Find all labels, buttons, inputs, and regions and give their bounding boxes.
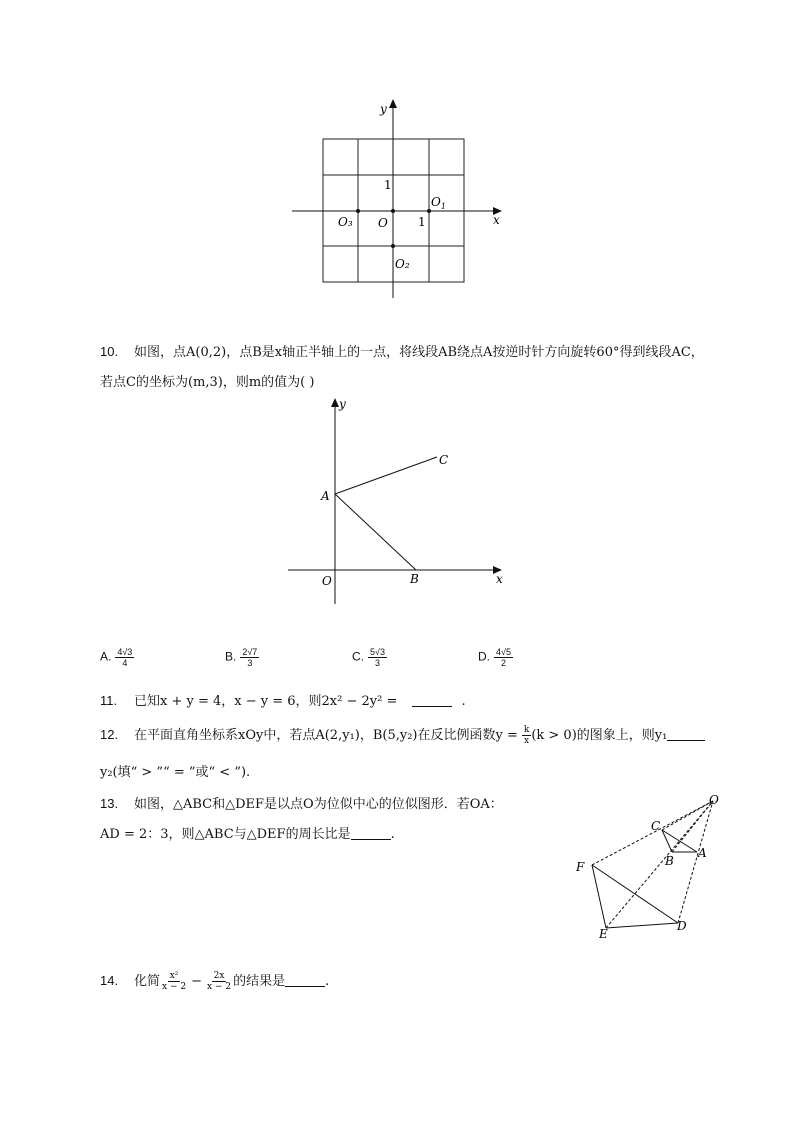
question-14: 14. 化简 $\frac{\text{x²}}{x - 2}$ − $\frac{2x}{x - 2}$ 的结果是 . bbox=[100, 971, 330, 992]
answer-blank[interactable] bbox=[412, 694, 452, 707]
question-number: 12. bbox=[100, 727, 119, 742]
label-O2: O₂ bbox=[395, 257, 410, 271]
question-12-line1 bbox=[100, 724, 705, 746]
label-B: B bbox=[410, 572, 419, 586]
fraction-2x-over-x-2: $\frac{2x}{x - 2}$ bbox=[207, 971, 232, 992]
question-11: 11. 已知x + y = 4，x − y = 6，则2x² − 2y² = . bbox=[100, 693, 466, 709]
label-x: x bbox=[496, 572, 503, 586]
label-O: O bbox=[378, 216, 388, 230]
question-11-text: 已知x + y = 4，x − y = 6，则2x² − 2y² = bbox=[134, 694, 398, 709]
question-13-text: 如图，△ABC和△DEF是以点O为位似中心的位似图形．若OA： bbox=[134, 797, 503, 812]
segment-AB bbox=[335, 494, 416, 570]
answer-blank[interactable] bbox=[351, 827, 391, 840]
label-A: A bbox=[698, 846, 707, 860]
point-O3 bbox=[356, 209, 360, 213]
label-B: B bbox=[665, 854, 674, 868]
question-12-text-a: 在平面直角坐标系xOy中，若点A(2,y₁)，B(5,y₂)在反比例函数y = bbox=[134, 728, 518, 743]
label-D: D bbox=[677, 919, 687, 933]
option-D[interactable]: D. $\frac{4√5}{2}$ bbox=[478, 647, 511, 668]
question-13-line2: AD = 2：3，则△ABC与△DEF的周长比是 . bbox=[100, 827, 395, 842]
label-x: x bbox=[493, 213, 500, 227]
question-13-line1 bbox=[100, 793, 503, 812]
label-O: O bbox=[322, 574, 332, 588]
label-O3: O₃ bbox=[338, 215, 353, 229]
question-10-text: 如图，点A(0,2)，点B是x轴正半轴上的一点，将线段AB绕点A按逆时针方向旋转60°得到线段AC， bbox=[134, 345, 704, 360]
question-10-line2 bbox=[100, 371, 314, 390]
label-O1: $O_1$ bbox=[431, 195, 446, 211]
question-10-text-2: 若点C的坐标为(m,3)，则m的值为( ) bbox=[100, 375, 315, 390]
point-O2 bbox=[391, 244, 395, 248]
label-1-right: 1 bbox=[418, 215, 426, 229]
label-O: O bbox=[709, 793, 719, 807]
question-number: 14. bbox=[100, 973, 119, 988]
label-F: F bbox=[576, 860, 585, 874]
label-C: C bbox=[439, 453, 449, 467]
point-O bbox=[391, 209, 395, 213]
grid-figure bbox=[280, 95, 520, 305]
label-C: C bbox=[651, 819, 661, 833]
question-12-line2 bbox=[100, 761, 250, 780]
question-14-text-b: 的结果是 bbox=[233, 974, 286, 989]
answer-blank[interactable] bbox=[285, 974, 325, 987]
fraction-k-over-x: $\frac{k}{x}$ bbox=[523, 725, 530, 746]
point-O1 bbox=[427, 209, 431, 213]
label-1-top: 1 bbox=[384, 178, 392, 192]
label-y: y bbox=[380, 102, 387, 116]
question-number: 13. bbox=[100, 796, 119, 811]
label-A: A bbox=[321, 489, 330, 503]
label-E: E bbox=[599, 927, 608, 941]
option-A[interactable]: A. $\frac{4√3}{4}$ bbox=[100, 647, 133, 668]
question-number: 11. bbox=[100, 693, 118, 708]
question-14-text-a: 化简 bbox=[134, 974, 161, 989]
fraction-x2-over-x-2: $\frac{\text{x²}}{x - 2}$ bbox=[162, 971, 187, 992]
rotation-figure bbox=[280, 392, 520, 612]
similar-triangles-figure bbox=[565, 790, 735, 945]
question-12-text-b: (k > 0)的图象上，则y₁ bbox=[531, 728, 668, 743]
label-y: y bbox=[339, 397, 346, 411]
option-C[interactable]: C. $\frac{5√3}{3}$ bbox=[352, 647, 385, 668]
answer-blank[interactable] bbox=[667, 728, 705, 741]
question-13-text-2: AD = 2：3，则△ABC与△DEF的周长比是 bbox=[100, 827, 351, 842]
question-12-text-2: y₂(填“ > ”“ = ”或“ < ”). bbox=[100, 765, 251, 780]
segment-AC bbox=[335, 457, 437, 494]
option-B[interactable]: B. $\frac{2√7}{3}$ bbox=[225, 647, 258, 668]
question-10-line1 bbox=[100, 341, 704, 360]
question-number: 10. bbox=[100, 344, 119, 359]
